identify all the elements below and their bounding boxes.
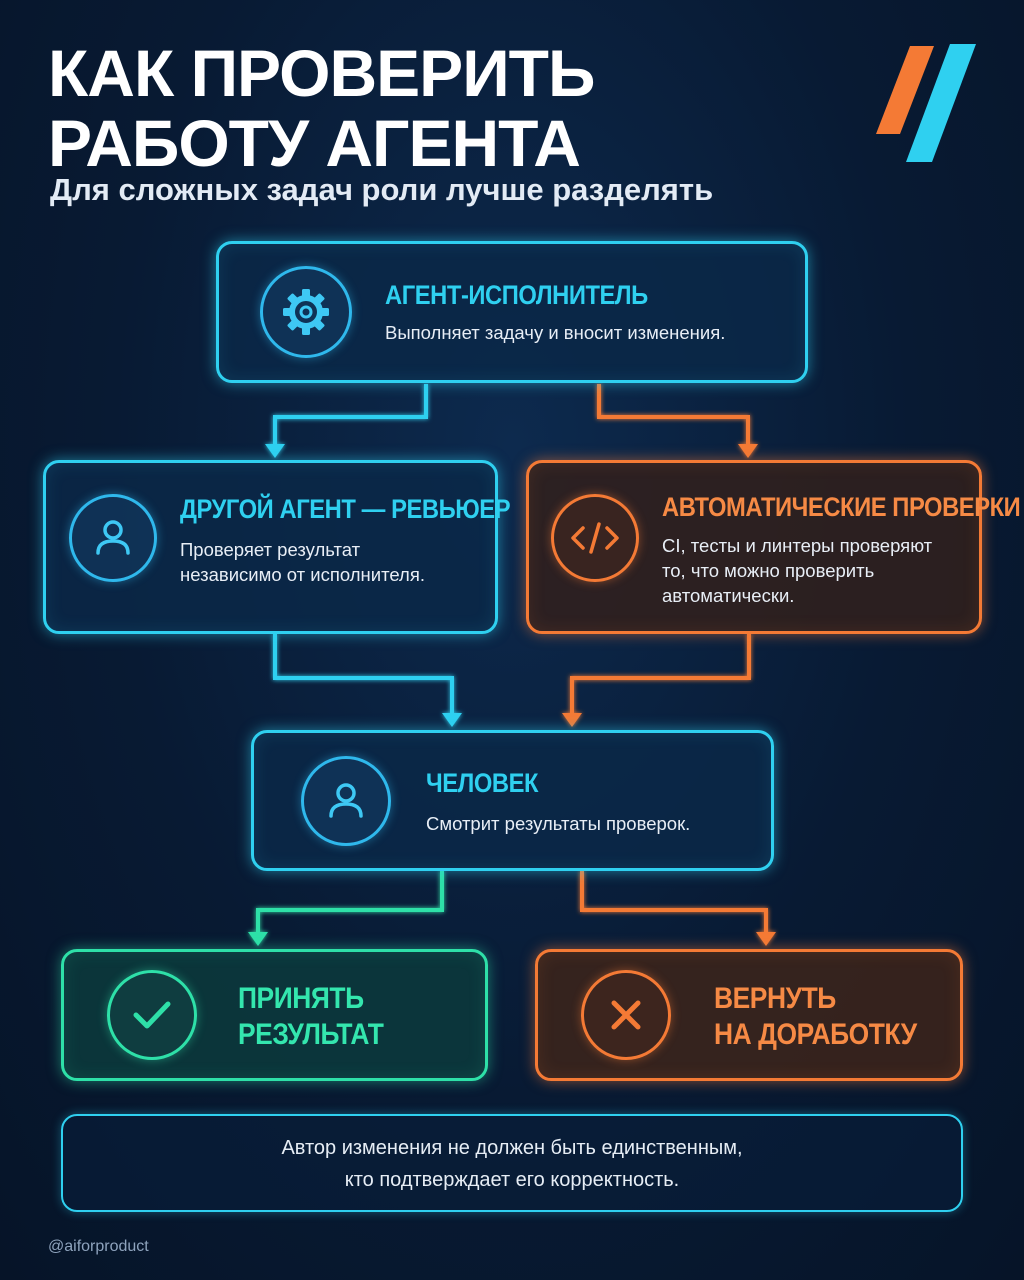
arrowhead <box>442 713 462 727</box>
edge-human-accept <box>258 871 442 935</box>
check-icon <box>107 970 197 1060</box>
executor-title: АГЕНТ-ИСПОЛНИТЕЛЬ <box>385 280 648 310</box>
arrowhead <box>738 444 758 458</box>
page-title: КАК ПРОВЕРИТЬ РАБОТУ АГЕНТА <box>48 36 595 180</box>
arrowhead <box>248 932 268 946</box>
auto-checks-description: CI, тесты и линтеры проверяют то, что можно проверить автоматически. <box>662 535 933 606</box>
human-description: Смотрит результаты проверок. <box>426 813 691 834</box>
user-icon <box>301 756 391 846</box>
edge-human-reject <box>582 871 766 935</box>
close-icon <box>581 970 671 1060</box>
arrowhead <box>562 713 582 727</box>
edge-reviewer-human <box>275 634 452 716</box>
reviewer-title: ДРУГОЙ АГЕНТ — РЕВЬЮЕР <box>180 494 511 524</box>
executor-description: Выполняет задачу и вносит изменения. <box>385 322 726 343</box>
human-title: ЧЕЛОВЕК <box>426 768 539 798</box>
author-handle: @aiforproduct <box>48 1238 149 1255</box>
reviewer-description: Проверяет результат независимо от исполнителя. <box>180 539 425 585</box>
auto-checks-title: АВТОМАТИЧЕСКИЕ ПРОВЕРКИ <box>662 492 1021 522</box>
reject-title: ВЕРНУТЬ НА ДОРАБОТКУ <box>714 982 917 1051</box>
gear-icon <box>260 266 352 358</box>
arrowhead <box>756 932 776 946</box>
note-text: Автор изменения не должен быть единственным, кто подтверждает его корректность. <box>281 1137 743 1191</box>
page-subtitle: Для сложных задач роли лучше разделять <box>50 172 714 207</box>
arrowhead <box>265 444 285 458</box>
edge-executor-reviewer <box>275 384 426 446</box>
user-icon <box>69 494 157 582</box>
edge-executor-autochecks <box>599 384 748 446</box>
code-icon <box>551 494 639 582</box>
edge-autochecks-human <box>572 634 749 716</box>
accept-title: ПРИНЯТЬ РЕЗУЛЬТАТ <box>238 982 384 1051</box>
